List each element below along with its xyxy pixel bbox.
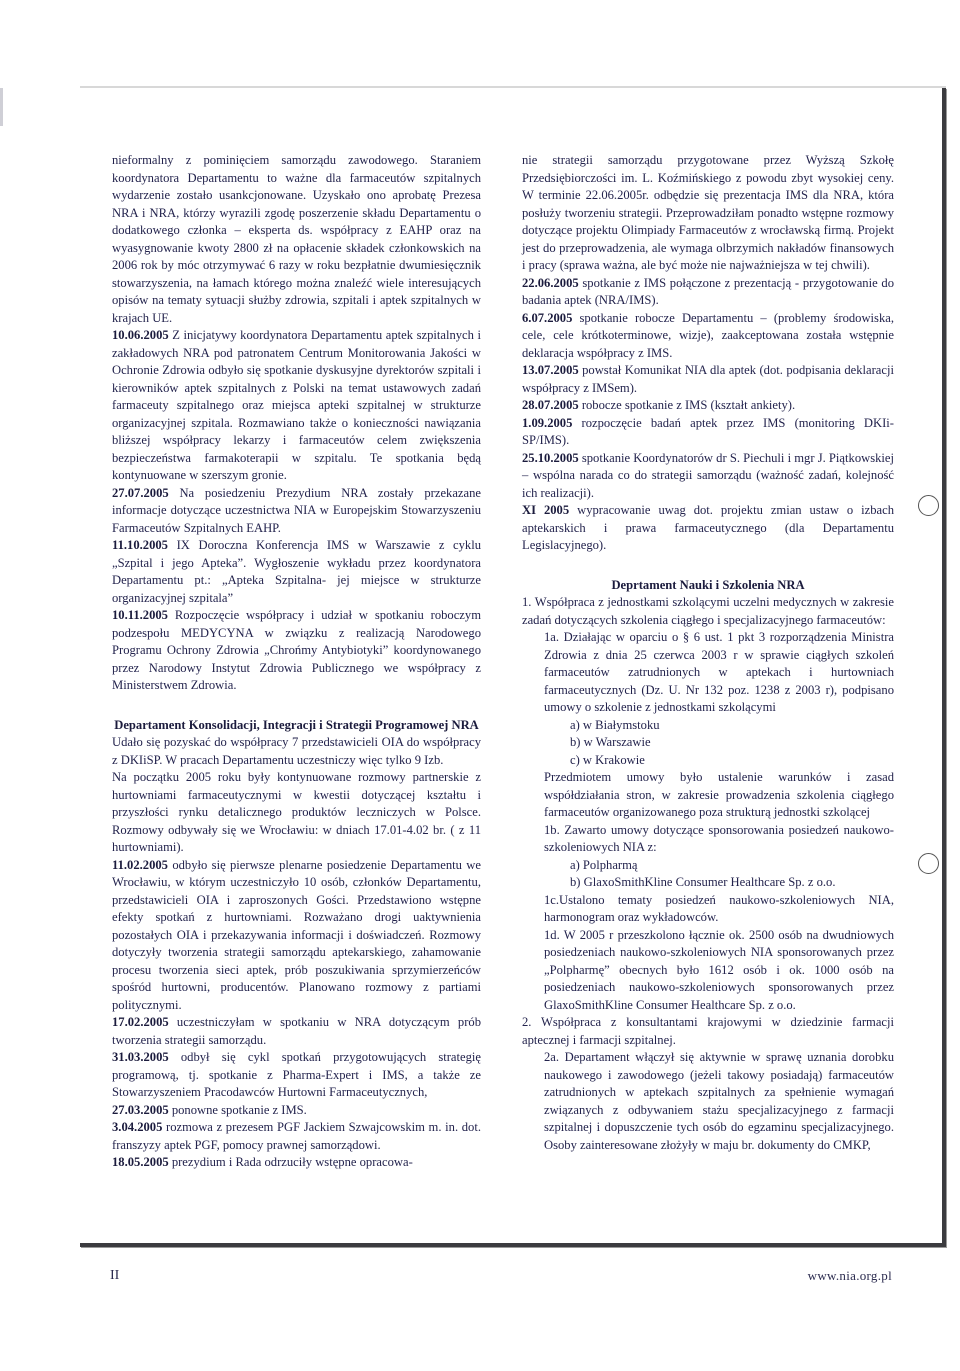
binder-hole-icon [918,853,939,874]
entry-text: Rozpoczęcie współpracy i udział w spotkaniu roboczym podzespołu MEDYCYNA w związku z realizacją Narodowego Programu Ochrony Zdrowia „Chrońmy Antybiotyki” koordynowanego przez Narodowy Instytut Zdrowia Publicznego we współpracy z Ministerstwem Zdrowia. [112,608,481,692]
section-heading-nauki: Deprtament Nauki i Szkolenia NRA [611,577,805,592]
entry [112,1154,481,1172]
entry [112,607,481,695]
list-item: 2a. Departament włączył się aktywnie w sprawę uznania dorobku naukowego i zawodowego (jeżeli takowy posiadają) farmaceutów zatrudnionych w aptekach szpitalnych za spełnienie wymagań związanych z odbywaniem stażu specjalizacyjnego z farmacji szpitalnej i dopuszczenie tych osób do egzaminu specjalizacyjnego. Osoby zainteresowane złożyły w maju br. dokumenty do CMKP, [544,1050,894,1152]
entry-text: spotkanie robocze Departamentu – (problemy środowiska, cele, cele krótkoterminowe, wizje), zaakceptowana została wstępnie deklaracja współpracy z IMS. [522,310,894,360]
entry [112,857,481,1015]
entry-date: 18.05.2005 [112,1155,169,1169]
page-edge-mark [0,88,3,126]
entry-text: Z inicjatywy koordynatora Departamentu aptek szpitalnych i zakładowych NRA pod patronatem Centrum Monitorowania Jakości w Ochronie Zdrowia odbyło się spotkanie dyskusyjne dyrektorów szpitali i kierowników aptek szpitalnych z Polski na temat ustawowych zadań farmaceuty szpitalnego oraz miejsca apteki szpitalnej w strukturze organizacyjnej szpitala. Rozmawiano także o konieczności nawiązania bliższej współpracy lekarzy i farmaceutów celem zwiększenia bezpieczeństwa farmakoterapii w szpitalu. Te spotkania będą kontynuowane w szerszym gronie. [112,328,481,482]
entry [522,310,894,363]
entry-date: 11.02.2005 [112,857,168,872]
entry-text: Na posiedzeniu Prezydium NRA zostały przekazane informacje dotyczące uczestnictwa NIA w Europejskim Stowarzyszeniu Farmaceutów Szpitalnych EAHP. [112,485,481,535]
entry-date: 28.07.2005 [522,398,579,412]
entry [112,537,481,607]
right-column [522,152,894,1154]
entry-text: wypracowanie uwag dot. projektu zmian ustaw o izbach aptekarskich i prawa farmaceutycznego (dla Departamentu Legislacyjnego). [522,503,894,552]
entry-date: 22.06.2005 [522,275,579,290]
list-item: 1a. Działając w oparciu o § 6 ust. 1 pkt 3 rozporządzenia Ministra Zdrowia z dnia 25 czerwca 2003 r w sprawie ciągłych szkoleń farmaceutów zatrudnionych w aptekach i hurtowniach farmaceutycznych (Dz. U. Nr 132 poz. 1238 z 2003 r), podpisano umowy o szkolenie z jednostkami szkolącymi [544,630,894,714]
paragraph: Udało się pozyskać do współpracy 7 przedstawicieli OIA do współpracy z DKIiSP. W pracach Departamentu uczestniczy więc tylko 9 Izb. [112,735,481,767]
entry-date: 31.03.2005 [112,1050,169,1064]
entry [522,397,894,415]
entry [112,1102,481,1120]
entry [522,415,894,450]
entry-text: robocze spotkanie z IMS (kształt ankiety). [578,398,796,412]
entry-text: ponowne spotkanie z IMS. [168,1102,307,1117]
entry-date: 27.03.2005 [112,1102,169,1117]
binder-hole-icon [918,495,939,516]
entry [522,362,894,397]
entry-date: 25.10.2005 [522,450,579,465]
list-item: a) w Białymstoku [570,717,660,732]
list-item: 1. Współpraca z jednostkami szkolącymi uczelni medycznych w zakresie zadań dotyczących szkolenia ciągłego i specjalizacyjnego farmaceutów: [522,595,894,627]
entry-text: prezydium i Rada odrzuciły wstępne opracowa- [168,1155,413,1169]
entry-text: uczestniczyłam w spotkaniu w NRA dotyczącym prób tworzenia strategii samorządu. [112,1015,481,1047]
list-item: b) GlaxoSmithKline Consumer Healthcare Sp. z o.o. [570,875,836,889]
entry-text: IX Doroczna Konferencja IMS w Warszawie z cyklu „Szpital i jego Apteka”. Wygłoszenie wykładu przez koordynatora Departamentu pt.: „Apteka Szpitalna- jej miejsce w strukturze organizacyjnej szpitala” [112,538,481,605]
entry [112,1049,481,1102]
entry [112,327,481,485]
entry-text: rozmowa z prezesem PGF Jackiem Szwajcowskim m. in. dot. franszyzy aptek PGF, pomocy prawnej samorządowi. [112,1120,481,1152]
entry-date: 10.11.2005 [112,608,168,622]
page-number: II [110,1268,120,1283]
section-heading-konsolidacji: Departament Konsolidacji, Integracji i Strategii Programowej NRA [114,717,479,732]
list-item: 1c.Ustalono tematy posiedzeń naukowo-szkoleniowych NIA, harmonogram oraz wykładowców. [544,892,894,924]
entry [522,450,894,503]
paragraph: Przedmiotem umowy było ustalenie warunków i zasad współdziałania stron, w zakresie prowadzenia szkolenia ciągłego farmaceutów organizowanego poza strukturą jednostki szkolącej [544,770,894,819]
list-item: 1b. Zawarto umowy dotyczące sponsorowania posiedzeń naukowo-szkoleniowych NIA z: [544,822,894,854]
entry [112,1014,481,1049]
entry [522,275,894,310]
entry-text: rozpoczęcie badań aptek przez IMS (monitoring DKIi-SP/IMS). [522,415,894,447]
right-continuation: nie strategii samorządu przygotowane przez Wyższą Szkołę Przedsiębiorczości im. L. Koźmińskiego z powodu zbyt wysokiej ceny. W terminie 22.06.2005r. odbędzie się prezentacja IMS dla NRA, która posłuży tworzeniu strategii. Przeprowadziłam ponadto wstępne rozmowy dotyczące projektu Olimpiady Farmaceutów z wrocławską firmą. Projekt jest do przeprowadzenia, ale wymaga olbrzymich nakładów finansowych i pracy (sprawa ważna, ale być może nie najważniejsza w tej chwili). [522,153,894,272]
entry-date: 13.07.2005 [522,363,579,377]
entry-date: 17.02.2005 [112,1015,169,1029]
list-item: c) w Krakowie [570,752,645,767]
left-column [112,152,481,1172]
entry-text: spotkanie z IMS połączone z prezentacją - przygotowanie do badania aptek (NRA/IMS). [522,275,894,307]
entry-text: powstał Komunikat NIA dla aptek (dot. podpisania deklaracji współpracy z IMSem). [522,363,894,395]
footer-url: www.nia.org.pl [807,1268,892,1283]
list-item: a) Polpharmą [570,857,638,872]
list-item: 2. Współpraca z konsultantami krajowymi w dziedzinie farmacji aptecznej i farmacji szpitalnej. [522,1015,894,1047]
entry-date: 10.06.2005 [112,328,169,342]
entry-date: 27.07.2005 [112,485,169,500]
entry-date: XI 2005 [522,503,570,517]
left-intro: nieformalny z pominięciem samorządu zawodowego. Staraniem koordynatora Departamentu to ważne dla farmaceutów szpitalnych wydarzenie zostało usankcjonowane. Uzyskało ono aprobatę Prezesa NRA i NRA, którzy wyrazili zgodę poszerzenie składu Departamentu o dodatkowego członka – eksperta ds. współpracy z EAHP oraz na wyasygnowanie kwoty 2800 zł na opłacenie składek członkowskich na 2006 rok by móc otrzymywać 6 razy w roku bezpłatnie dwumiesięcznik stowarzyszenia, na łamach którego można znaleźć wiele interesujących opisów na tematy sytuacji służby zdrowia, szpitali i aptek szpitalnych w krajach UE. [112,153,481,325]
paragraph: Na początku 2005 roku były kontynuowane rozmowy partnerskie z hurtowniami farmaceutycznymi w kwestii dotyczącej kształtu i przyszłości rynku detalicznego produktów leczniczych w Polsce. Rozmowy odbywały się we Wrocławiu: w dniach 17.01-4.02 br. ( z 11 hurtowniami). [112,770,481,854]
entry-text: spotkanie Koordynatorów dr S. Piechuli i mgr J. Piątkowskiej – wspólna narada co do strategii samorządu (ważność zadań, kolejność ich realizacji). [522,450,894,500]
entry-date: 6.07.2005 [522,310,573,325]
entry-text: odbył się cykl spotkań przygotowujących strategię programową, tj. spotkanie z Pharma-Expert i IMS, a także ze Stowarzyszeniem Pracodawców Hurtowni Farmaceutycznych, [112,1050,481,1099]
entry-date: 3.04.2005 [112,1120,163,1134]
list-item: b) w Warszawie [570,735,651,749]
entry-date: 1.09.2005 [522,415,573,430]
entry-date: 11.10.2005 [112,538,168,552]
entry [112,1119,481,1154]
entry [522,502,894,555]
entry-text: odbyło się pierwsze plenarne posiedzenie Departamentu we Wrocławiu, w którym uczestniczyło 10 osób, członków Departamentu, przedstawicieli OIA i zaproszonych Gości. Przedstawiono wstępne efekty spotkań z hurtowniami. Rozważano drogi uaktywnienia pozostałych OIA i przekazywania informacji i doświadczeń. Rozmowy dotyczyły tworzenia strategii samorządu aptekarskiego, zahamowanie procesu tworzenia sieci aptek, prób poszukiwania sprzymierzeńców spośród hurtowni, producentów. Planowano rozmowy z partiami politycznymi. [112,857,481,1012]
list-item: 1d. W 2005 r przeszkolono łącznie ok. 2500 osób na dwudniowych posiedzeniach naukowo-szkoleniowych NIA sponsorowanych przez „Polpharmę” obecnych było 1612 osób i ok. 1000 osób na posiedzeniach naukowo-szkoleniowych sponsorowanych przez GlaxoSmithKline Consumer Healthcare Sp. z o.o. [544,927,894,1012]
entry [112,485,481,538]
